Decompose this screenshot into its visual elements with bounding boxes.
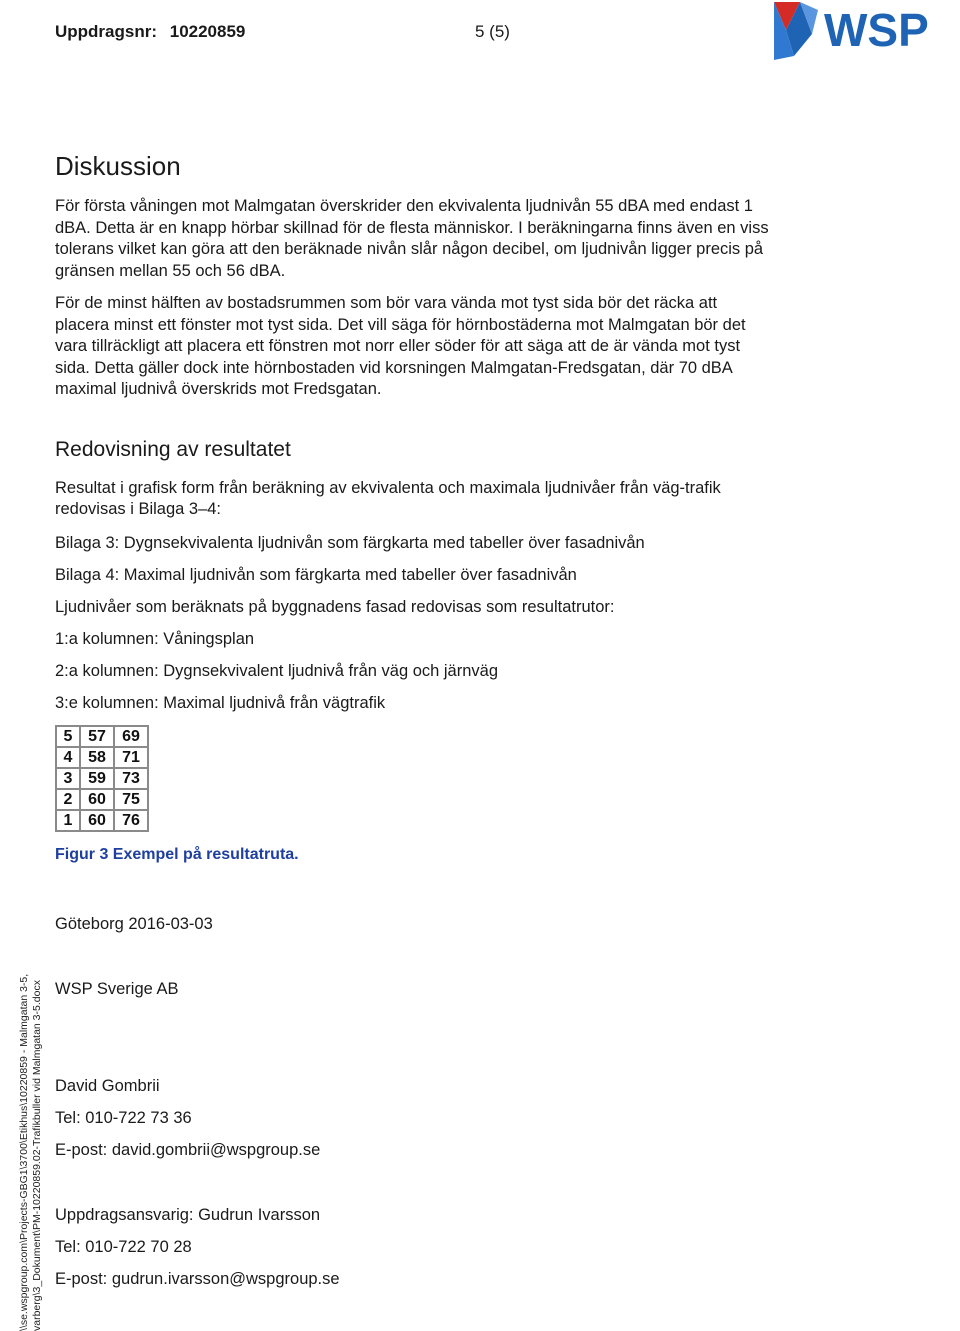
results-list: [55, 533, 785, 714]
discussion-heading: Diskussion: [55, 151, 181, 181]
floor-cell: 4: [56, 747, 80, 768]
floor-cell: 3: [56, 768, 80, 789]
table-row: [56, 768, 148, 789]
table-row: [56, 789, 148, 810]
list-item: 2:a kolumnen: Dygnsekvivalent ljudnivå från väg och järnväg: [55, 661, 499, 680]
list-item: 3:e kolumnen: Maximal ljudnivå från vägtrafik: [55, 693, 386, 712]
assignment-label: Uppdragsnr:: [55, 22, 157, 41]
wsp-logo: [772, 0, 960, 62]
results-heading: Redovisning av resultatet: [55, 437, 291, 461]
floor-cell: 5: [56, 726, 80, 747]
results-intro: Resultat i grafisk form från beräkning av ekvivalenta och maximala ljudnivåer från väg-trafik redovisas i Bilaga 3–4:: [55, 478, 721, 518]
equivalent-level-cell: 58: [80, 747, 114, 768]
discussion-paragraph-1: För första våningen mot Malmgatan överskrider den ekvivalenta ljudnivån 55 dBA med endast 1 dBA. Detta är en knapp hörbar skillnad för de flesta människor. I beräkningarna finns även en viss tolerans vilket kan göra att den beräknade nivån slår någon decibel, om ljudnivån ligger precis på gränsen mellan 55 och 56 dBA.: [55, 197, 769, 280]
floor-cell: 2: [56, 789, 80, 810]
table-row: [56, 747, 148, 768]
discussion-paragraph-2: För de minst hälften av bostadsrummen som bör vara vända mot tyst sida bör det räcka att placera minst ett fönster mot tyst sida. Det vill säga för hörnbostäderna mot Malmgatan bör det vara tillräckligt att placera ett fönstren mot norr eller söder för att säga att de är vända mot tyst sida. Detta gäller dock inte hörnbostaden vid korsningen Malmgatan-Fredsgatan, där 70 dBA maximal ljudnivå överskrids mot Fredsgatan.: [55, 294, 746, 398]
list-item: Bilaga 4: Maximal ljudnivån som färgkarta med tabeller över fasadnivån: [55, 565, 577, 584]
max-level-cell: 73: [114, 768, 148, 789]
document-path-line2: varberg\3_Dokument\PM-10220859.02-Trafikbuller vid Malmgatan 3-5.docx: [31, 980, 43, 1331]
author-phone: Tel: 010-722 73 36: [55, 1108, 192, 1127]
author-email: E-post: david.gombrii@wspgroup.se: [55, 1140, 321, 1159]
equivalent-level-cell: 59: [80, 768, 114, 789]
document-body: [55, 150, 785, 1290]
page-header: [55, 22, 510, 42]
company-name: WSP Sverige AB: [55, 979, 179, 998]
document-path: [18, 974, 44, 1331]
place-date: Göteborg 2016-03-03: [55, 914, 213, 933]
equivalent-level-cell: 60: [80, 789, 114, 810]
max-level-cell: 75: [114, 789, 148, 810]
table-row: [56, 726, 148, 747]
page-number: 5 (5): [475, 22, 510, 41]
max-level-cell: 76: [114, 810, 148, 831]
list-item: 1:a kolumnen: Våningsplan: [55, 629, 255, 648]
responsible-email: E-post: gudrun.ivarsson@wspgroup.se: [55, 1269, 340, 1288]
table-row: [56, 810, 148, 831]
equivalent-level-cell: 57: [80, 726, 114, 747]
result-box-table: [55, 725, 149, 832]
logo-text: WSP: [824, 4, 929, 56]
assignment-number: 10220859: [169, 22, 246, 41]
floor-cell: 1: [56, 810, 80, 831]
equivalent-level-cell: 60: [80, 810, 114, 831]
list-item: Bilaga 3: Dygnsekvivalenta ljudnivån som färgkarta med tabeller över fasadnivån: [55, 533, 645, 552]
document-path-line1: \\se.wspgroup.com\Projects-GBG1\3700\Etikhus\10220859 - Malmgatan 3-5,: [18, 973, 30, 1331]
max-level-cell: 71: [114, 747, 148, 768]
author-name: David Gombrii: [55, 1076, 160, 1095]
max-level-cell: 69: [114, 726, 148, 747]
responsible-phone: Tel: 010-722 70 28: [55, 1237, 192, 1256]
logo-mark: [774, 2, 818, 60]
signature-block: [55, 914, 785, 1290]
responsible-name: Uppdragsansvarig: Gudrun Ivarsson: [55, 1205, 321, 1224]
figure-caption: Figur 3 Exempel på resultatruta.: [55, 845, 299, 863]
list-item: Ljudnivåer som beräknats på byggnadens fasad redovisas som resultatrutor:: [55, 597, 615, 616]
